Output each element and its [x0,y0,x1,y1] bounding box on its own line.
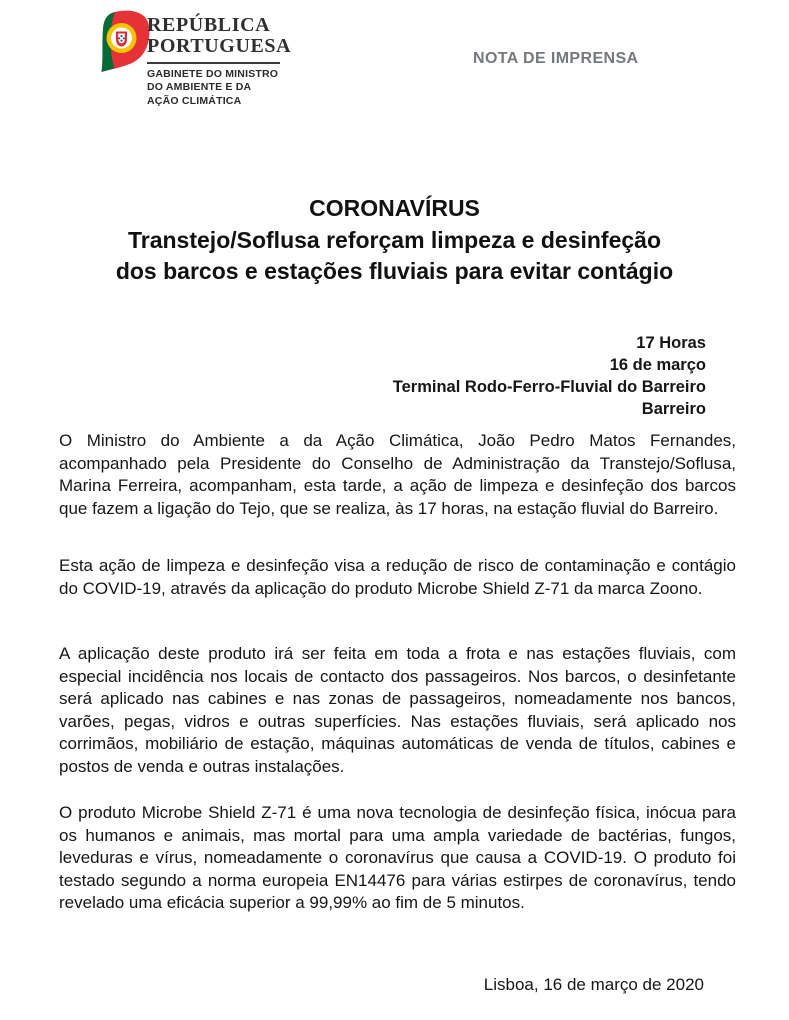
department-line: GABINETE DO MINISTRO [147,68,279,80]
document-title [0,193,789,288]
event-time: 17 Horas [636,334,706,352]
event-date: 16 de março [609,356,706,374]
government-brand-block [147,15,291,108]
footer-dateline: Lisboa, 16 de março de 2020 [483,975,704,994]
title-line: dos barcos e estações fluviais para evitar contágio [115,258,674,284]
press-note-label: NOTA DE IMPRENSA [473,50,639,67]
body-paragraph: O Ministro do Ambiente a da Ação Climática, João Pedro Matos Fernandes, acompanhado pela Presidente do Conselho de Administração da Transtejo/Soflusa, Marina Ferreira, acompanham, esta tarde, a ação de limpeza e desinfeção dos barcos que fazem a ligação do Tejo, que se realiza, às 17 horas, na estação fluvial do Barreiro. [59,431,736,518]
event-city: Barreiro [641,400,706,418]
title-line: Transtejo/Soflusa reforçam limpeza e desinfeção [127,226,662,253]
body-paragraph: Esta ação de limpeza e desinfeção visa a redução de risco de contaminação e contágio do COVID-19, através da aplicação do produto Microbe Shield Z-71 da marca Zoono. [59,556,736,598]
event-info-block [393,332,706,420]
body-paragraph: A aplicação deste produto irá ser feita em toda a frota e nas estações fluviais, com especial incidência nos locais de contacto dos passageiros. Nos barcos, o desinfetante será aplicado nas cabines e nas zonas de passageiros, nomeadamente nos bancos, varões, pegas, vidros e outras superfícies. Nas estações fluviais, será aplicado nos corrimãos, mobiliário de estação, máquinas automáticas de venda de títulos, cabines e postos de venda e outras instalações. [59,644,736,776]
body-paragraph: O produto Microbe Shield Z-71 é uma nova tecnologia de desinfeção física, inócua para os humanos e animais, mas mortal para uma ampla variedade de bactérias, fungos, leveduras e vírus, nomeadamente o coronavírus que causa a COVID-19. O produto foi testado segundo a norma europeia EN14476 para várias estirpes de coronavírus, tendo revelado uma eficácia superior a 99,99% ao fim de 5 minutos. [59,803,736,913]
brand-name-line: PORTUGUESA [147,35,292,57]
brand-name-line: REPÚBLICA [147,14,271,36]
title-line: CORONAVÍRUS [309,195,480,221]
department-line: DO AMBIENTE E DA [147,81,252,94]
portugal-flag-logo [96,10,153,73]
brand-divider [147,62,280,64]
event-venue: Terminal Rodo-Ferro-Fluvial do Barreiro [392,378,706,396]
department-line: AÇÃO CLIMÁTICA [147,94,242,107]
